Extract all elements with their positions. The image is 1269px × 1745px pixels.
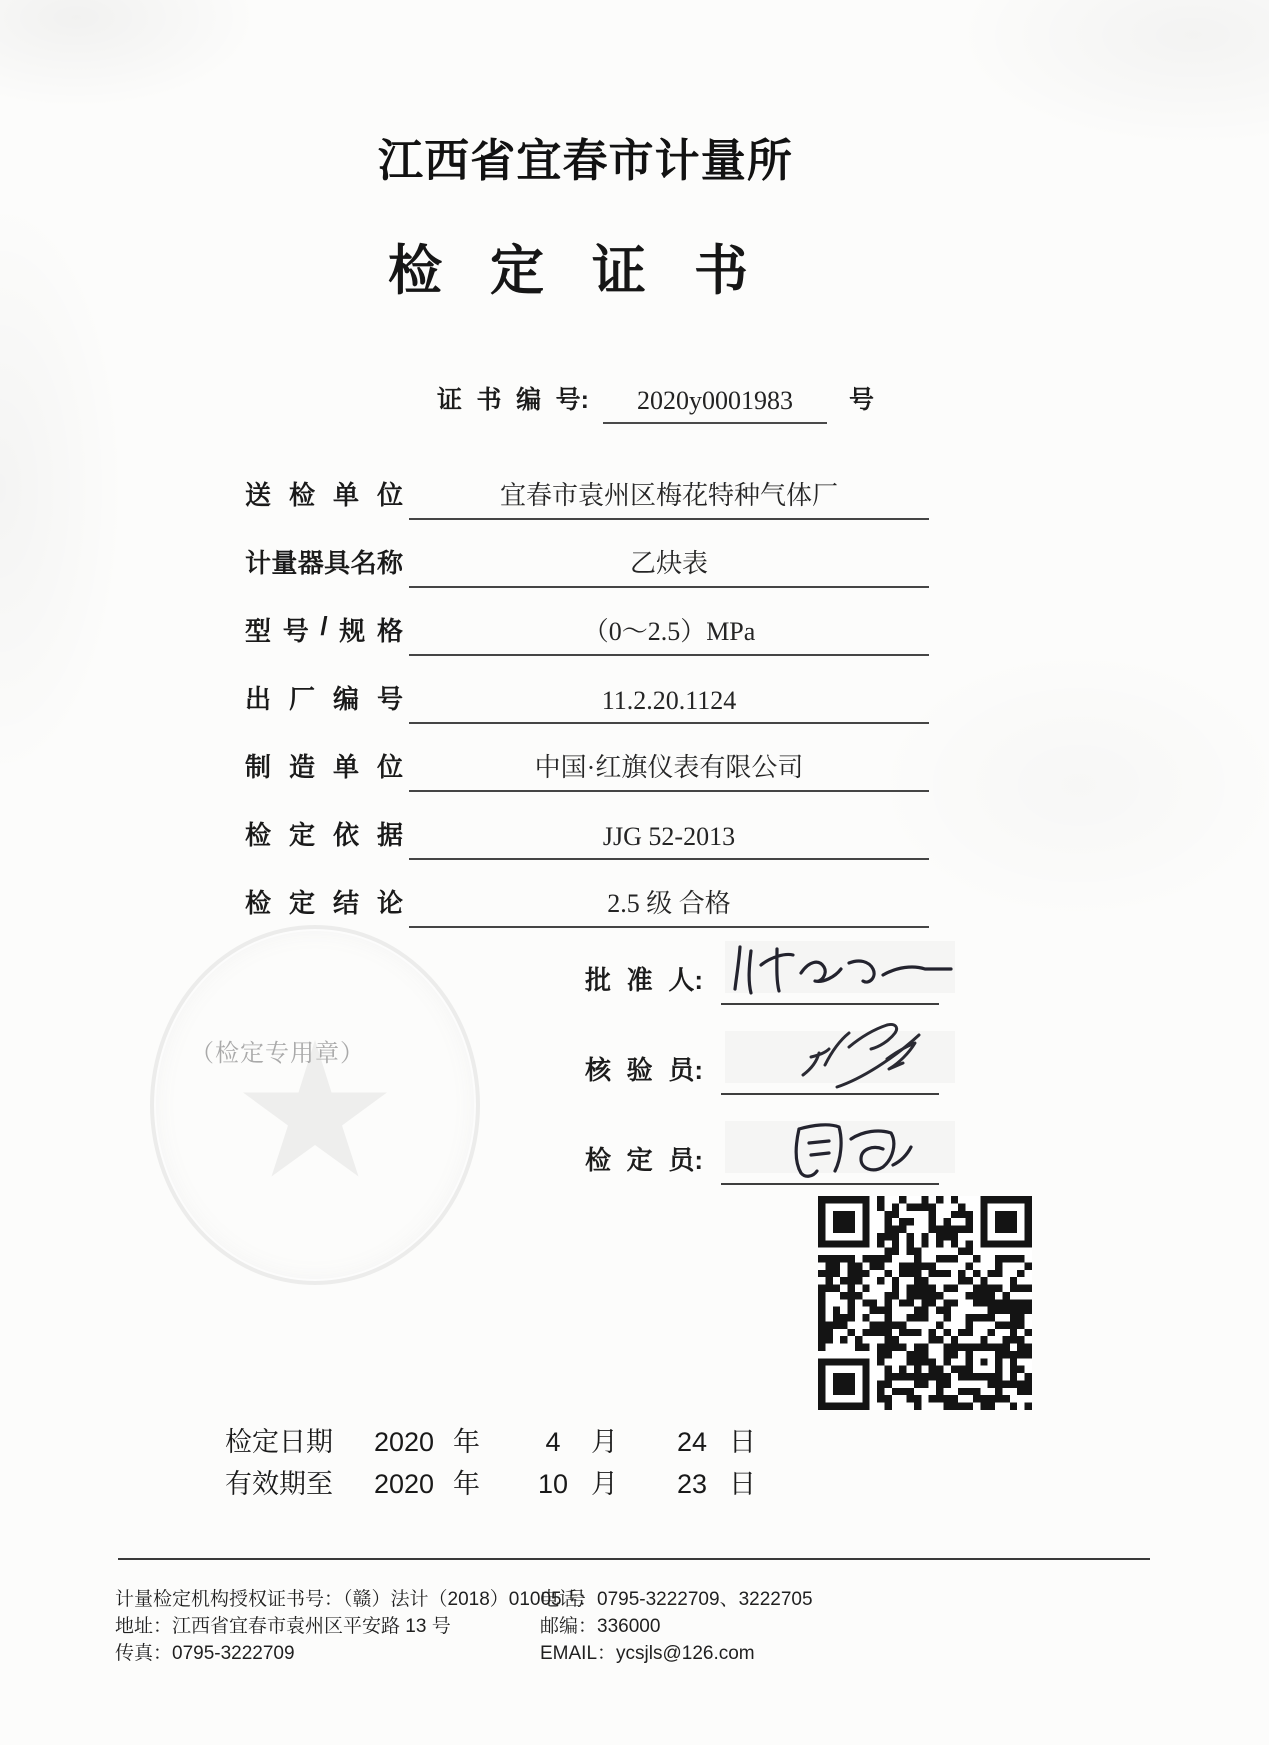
verification-date-month: 4 [545, 1427, 561, 1457]
day-unit: 日 [729, 1469, 756, 1499]
verifier-signature-line [721, 1119, 939, 1185]
field-label: 检 定 依 据 [245, 820, 403, 850]
year-unit: 年 [453, 1469, 480, 1499]
field-value: 中国·红旗仪表有限公司 [409, 747, 929, 792]
footer-left-column [115, 1586, 586, 1667]
field-label: 型 号 / 规 格 [245, 611, 403, 646]
field-row-instrument-name [245, 520, 935, 588]
address-line: 地址：江西省宜春市袁州区平安路 13 号 [115, 1616, 451, 1637]
field-label: 制 造 单 位 [245, 752, 403, 782]
seal-caption: （检定专用章） [190, 1041, 365, 1067]
field-row-manufacturer [245, 724, 935, 792]
field-value: 乙炔表 [409, 543, 929, 588]
certificate-fields [245, 452, 935, 928]
postcode-line: 邮编：336000 [540, 1616, 661, 1637]
field-label: 出 厂 编 号 [245, 684, 403, 714]
verification-date-row [225, 1420, 763, 1462]
field-value: 11.2.20.1124 [409, 686, 929, 724]
qr-code [818, 1196, 1032, 1410]
valid-until-year: 2020 [373, 1469, 435, 1499]
verification-date-day: 24 [676, 1427, 708, 1457]
checker-signature [791, 1013, 941, 1097]
approver-label: 批 准 人: [585, 965, 703, 995]
field-value: JJG 52-2013 [409, 822, 929, 860]
verifier-row [585, 1121, 939, 1185]
dates-block [225, 1420, 763, 1504]
certificate-number-value: 2020y0001983 [603, 386, 827, 424]
checker-row [585, 1031, 939, 1095]
certificate-number-suffix: 号 [849, 386, 875, 414]
fax-line: 传真：0795-3222709 [115, 1643, 295, 1664]
month-unit: 月 [591, 1469, 618, 1499]
field-row-verification-basis [245, 792, 935, 860]
field-row-model-spec [245, 588, 935, 656]
day-unit: 日 [729, 1427, 756, 1457]
field-value: （0～2.5）MPa [409, 611, 929, 656]
valid-until-row [225, 1462, 763, 1504]
email-line: EMAIL：ycsjls@126.com [540, 1643, 755, 1664]
field-row-submitting-unit [245, 452, 935, 520]
verification-seal [150, 925, 480, 1285]
year-unit: 年 [453, 1427, 480, 1457]
org-title: 江 西 省 宜 春 市 计 量 所 [378, 135, 792, 186]
field-label: 计 量 器 具 名 称 [245, 548, 403, 578]
approver-row [585, 941, 939, 1005]
approver-signature [727, 939, 959, 1001]
field-label: 检 定 结 论 [245, 888, 403, 918]
phone-line: 电话：0795-3222709、3222705 [540, 1589, 813, 1610]
valid-until-day: 23 [676, 1469, 708, 1499]
field-value: 宜春市袁州区梅花特种气体厂 [409, 475, 929, 520]
verifier-signature [785, 1115, 915, 1185]
approver-signature-line [721, 939, 939, 1005]
footer-right-column [540, 1586, 813, 1667]
field-label: 送 检 单 位 [245, 480, 403, 510]
valid-until-month: 10 [537, 1469, 569, 1499]
signature-block [585, 941, 939, 1211]
certificate-number-label: 证 书 编 号: [437, 386, 589, 414]
month-unit: 月 [591, 1427, 618, 1457]
field-row-verification-conclusion [245, 860, 935, 928]
authorization-certificate-no: 计量检定机构授权证书号：（赣）法计（2018）01005 号 [115, 1589, 586, 1610]
footer-divider [118, 1558, 1150, 1560]
verification-date-label: 检定日期 [225, 1427, 333, 1457]
field-value: 2.5 级 合格 [409, 883, 929, 928]
doc-title: 检 定 证 书 [388, 241, 748, 301]
verifier-label: 检 定 员: [585, 1145, 703, 1175]
valid-until-label: 有效期至 [225, 1469, 333, 1499]
field-row-serial-number [245, 656, 935, 724]
checker-signature-line [721, 1029, 939, 1095]
verification-date-year: 2020 [373, 1427, 435, 1457]
certificate-number-row [437, 380, 874, 424]
checker-label: 核 验 员: [585, 1055, 703, 1085]
